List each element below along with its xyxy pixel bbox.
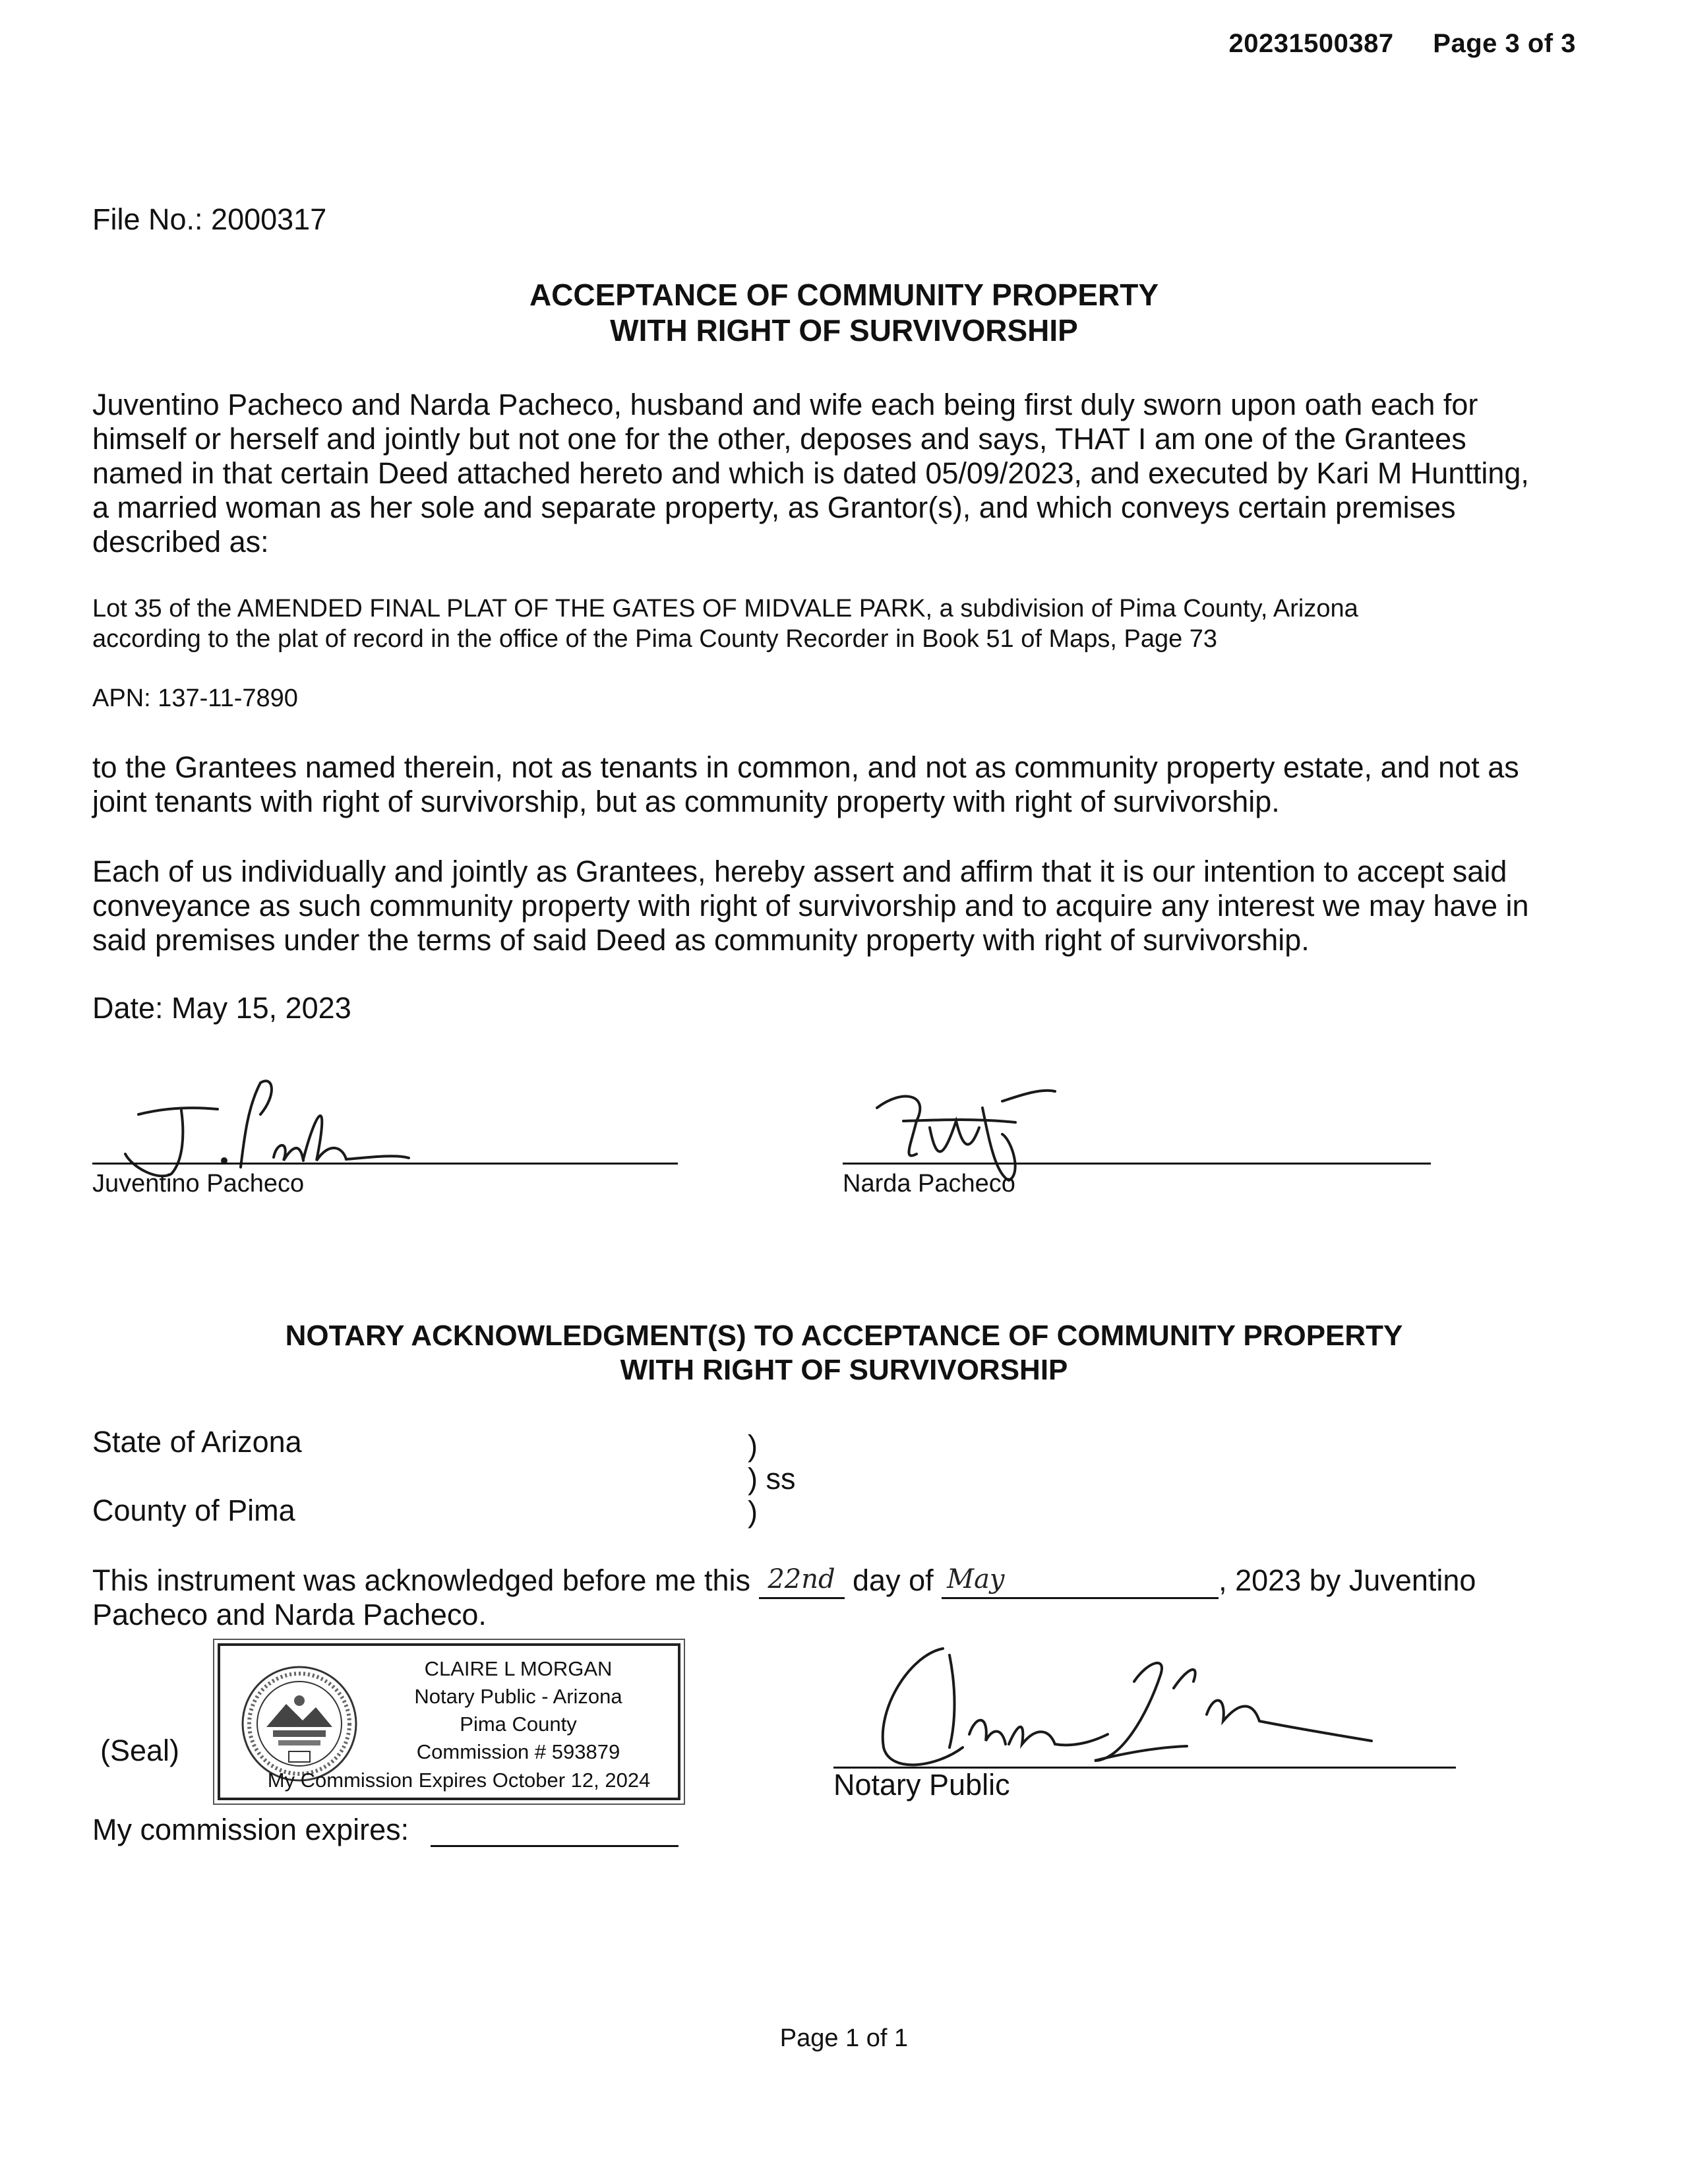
venue-state: State of Arizona xyxy=(92,1425,302,1459)
acknowledgment-line1 xyxy=(92,1563,1476,1602)
stamp-text xyxy=(373,1655,663,1766)
acknowledgment-post: , 2023 by Juventino xyxy=(1219,1563,1476,1597)
file-number: File No.: 2000317 xyxy=(92,202,327,236)
signer-name-left: Juventino Pacheco xyxy=(92,1170,305,1198)
intro-line: himself or herself and jointly but not one for the other, deposes and says, THAT I am one of the Grantees xyxy=(92,422,1466,456)
footer-page-number: Page 1 of 1 xyxy=(779,2024,909,2052)
affirm-line: conveyance as such community property with right of survivorship and to acquire any interest we may have in xyxy=(92,889,1529,923)
legal-description xyxy=(92,593,1589,654)
notary-title-line2: WITH RIGHT OF SURVIVORSHIP xyxy=(620,1354,1068,1386)
notary-title-line1: NOTARY ACKNOWLEDGMENT(S) TO ACCEPTANCE OF COMMUNITY PROPERTY xyxy=(285,1320,1403,1352)
notary-stamp xyxy=(218,1643,680,1800)
notary-signature-image xyxy=(857,1635,1398,1787)
commission-expires xyxy=(92,1812,678,1850)
intro-line: a married woman as her sole and separate property, as Grantor(s), and which conveys certain premises xyxy=(92,491,1456,524)
affirm-line: Each of us individually and jointly as Grantees, hereby assert and affirm that it is our intention to accept said xyxy=(92,855,1507,888)
day-handwritten: 22nd xyxy=(768,1564,835,1594)
acknowledgment-pre: This instrument was acknowledged before me this xyxy=(92,1563,750,1597)
venue-paren-1: ) xyxy=(748,1429,758,1463)
recording-header xyxy=(1197,29,1576,59)
signature-line-left xyxy=(92,1163,678,1165)
intro-line: named in that certain Deed attached hereto and which is dated 05/09/2023, and executed by Kari M Huntting, xyxy=(92,456,1529,490)
document-number: 20231500387 xyxy=(1228,29,1394,58)
legal-line: Lot 35 of the AMENDED FINAL PLAT OF THE GATES OF MIDVALE PARK, a subdivision of Pima County, Arizona xyxy=(92,595,1358,622)
acknowledgment-mid: day of xyxy=(853,1563,934,1597)
acknowledgment-line2: Pacheco and Narda Pacheco. xyxy=(92,1598,487,1631)
affirmation-paragraph xyxy=(92,855,1589,957)
document-title-line2: WITH RIGHT OF SURVIVORSHIP xyxy=(610,313,1078,348)
grantees-paragraph xyxy=(92,750,1589,819)
venue-paren-3: ) xyxy=(748,1495,758,1529)
intro-line: described as: xyxy=(92,525,269,559)
intro-paragraph xyxy=(92,388,1589,559)
venue-county: County of Pima xyxy=(92,1494,295,1527)
commission-expires-blank xyxy=(431,1809,678,1847)
grantees-line: to the Grantees named therein, not as tenants in common, and not as community property estate, and not as xyxy=(92,750,1519,784)
notary-title xyxy=(0,1319,1688,1387)
document-title xyxy=(0,277,1688,348)
signer-name-right: Narda Pacheco xyxy=(843,1170,1015,1198)
stamp-expiration: My Commission Expires October 12, 2024 xyxy=(267,1769,651,1792)
stamp-notary-title: Notary Public - Arizona xyxy=(414,1685,622,1708)
execution-date: Date: May 15, 2023 xyxy=(92,991,351,1025)
affirm-line: said premises under the terms of said Deed as community property with right of survivorship. xyxy=(92,923,1310,957)
stamp-county: Pima County xyxy=(460,1713,577,1736)
stamp-commission-number: Commission # 593879 xyxy=(416,1740,620,1763)
month-handwritten: May xyxy=(947,1564,1005,1594)
notary-public-label: Notary Public xyxy=(833,1768,1010,1802)
grantees-line: joint tenants with right of survivorship, but as community property with right of survivorship. xyxy=(92,785,1280,818)
apn: APN: 137-11-7890 xyxy=(92,684,298,712)
day-field xyxy=(759,1560,845,1599)
month-field xyxy=(942,1560,1219,1599)
legal-line: according to the plat of record in the office of the Pima County Recorder in Book 51 of Maps, Page 73 xyxy=(92,625,1218,653)
venue-ss: ) ss xyxy=(748,1462,796,1496)
commission-expires-label: My commission expires: xyxy=(92,1813,409,1846)
signature-line-right xyxy=(843,1163,1431,1165)
arizona-state-seal-icon xyxy=(240,1664,359,1783)
intro-line: Juventino Pacheco and Narda Pacheco, husband and wife each being first duly sworn upon oath each for xyxy=(92,388,1478,421)
seal-label: (Seal) xyxy=(100,1734,180,1767)
document-title-line1: ACCEPTANCE OF COMMUNITY PROPERTY xyxy=(529,278,1159,312)
stamp-notary-name: CLAIRE L MORGAN xyxy=(424,1657,613,1680)
page-indicator: Page 3 of 3 xyxy=(1433,29,1576,58)
